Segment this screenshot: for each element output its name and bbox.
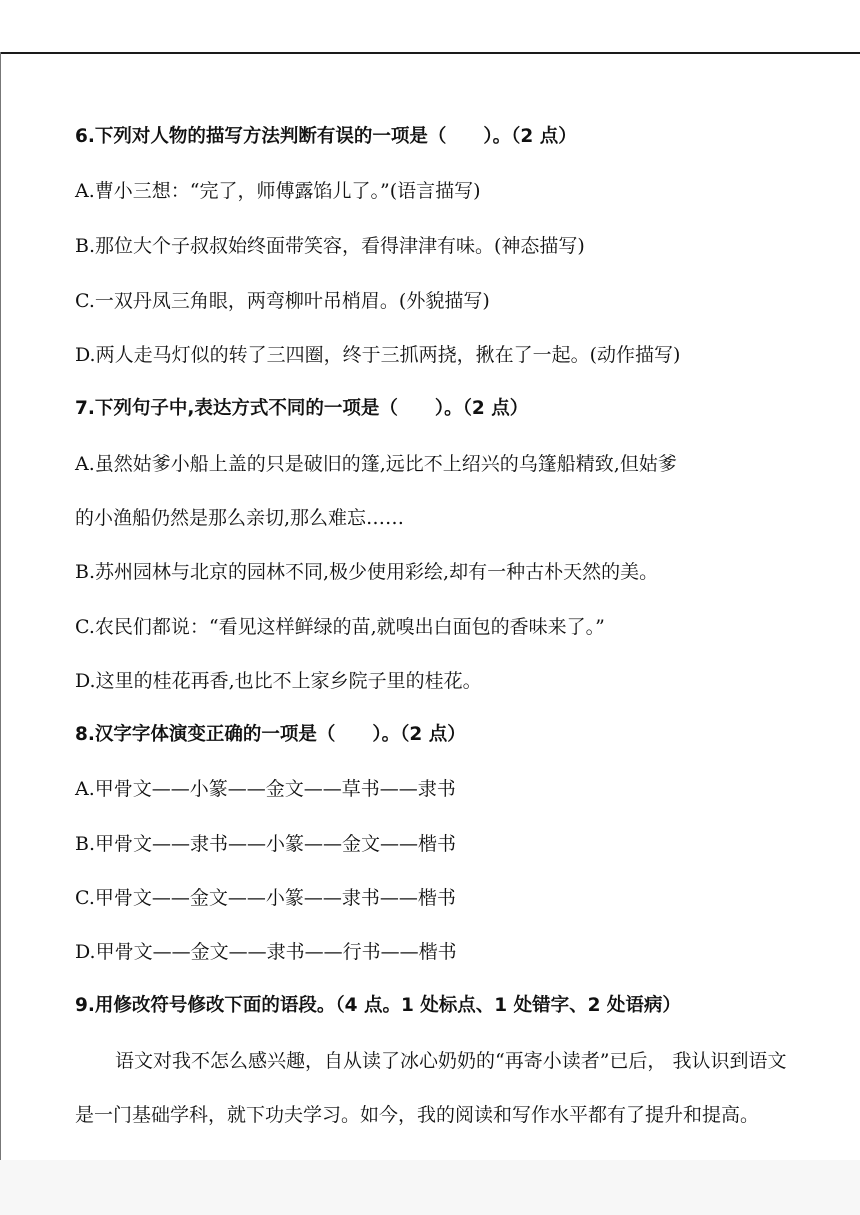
question-7-option-c: C.农民们都说：“看见这样鲜绿的苗,就嗅出白面包的香味来了。” — [75, 616, 605, 638]
question-8-option-b: B.甲骨文——隶书——小篆——金文——楷书 — [75, 833, 457, 855]
question-8-title: 8.汉字字体演变正确的一项是（ ）。（2 点） — [75, 724, 466, 745]
question-6-option-b: B.那位大个子叔叔始终面带笑容，看得津津有味。(神态描写) — [75, 235, 585, 257]
question-6-option-a: A.曹小三想：“完了，师傅露馅儿了。”(语言描写) — [75, 180, 481, 202]
question-7-option-a-continued: 的小渔船仍然是那么亲切,那么难忘…… — [75, 507, 405, 529]
question-6-option-d: D.两人走马灯似的转了三四圈，终于三抓两挠，揪在了一起。(动作描写) — [75, 344, 681, 366]
question-8-option-a: A.甲骨文——小篆——金文——草书——隶书 — [75, 778, 456, 800]
question-9-paragraph-line-1: 语文对我不怎么感兴趣，自从读了冰心奶奶的“再寄小读者”已后， 我认识到语文 — [115, 1050, 787, 1072]
question-8-option-d: D.甲骨文——金文——隶书——行书——楷书 — [75, 941, 457, 963]
question-8-option-c: C.甲骨文——金文——小篆——隶书——楷书 — [75, 887, 456, 909]
question-6-option-c: C.一双丹凤三角眼，两弯柳叶吊梢眉。(外貌描写) — [75, 290, 490, 312]
question-9-paragraph-line-2: 是一门基础学科，就下功夫学习。如今，我的阅读和写作水平都有了提升和提高。 — [75, 1104, 760, 1126]
question-9-title: 9.用修改符号修改下面的语段。（4 点。1 处标点、1 处错字、2 处语病） — [75, 995, 681, 1016]
question-7-option-b: B.苏州园林与北京的园林不同,极少使用彩绘,却有一种古朴天然的美。 — [75, 561, 659, 583]
top-border-line — [0, 52, 860, 54]
question-6-title: 6.下列对人物的描写方法判断有误的一项是（ ）。（2 点） — [75, 126, 577, 147]
question-7-option-d: D.这里的桂花再香,也比不上家乡院子里的桂花。 — [75, 670, 482, 692]
left-border-line — [0, 52, 1, 1160]
page-bottom-shade — [0, 1160, 860, 1215]
question-7-title: 7.下列句子中,表达方式不同的一项是（ ）。（2 点） — [75, 398, 529, 419]
question-7-option-a: A.虽然姑爹小船上盖的只是破旧的篷,远比不上绍兴的乌篷船精致,但姑爹 — [75, 453, 677, 475]
